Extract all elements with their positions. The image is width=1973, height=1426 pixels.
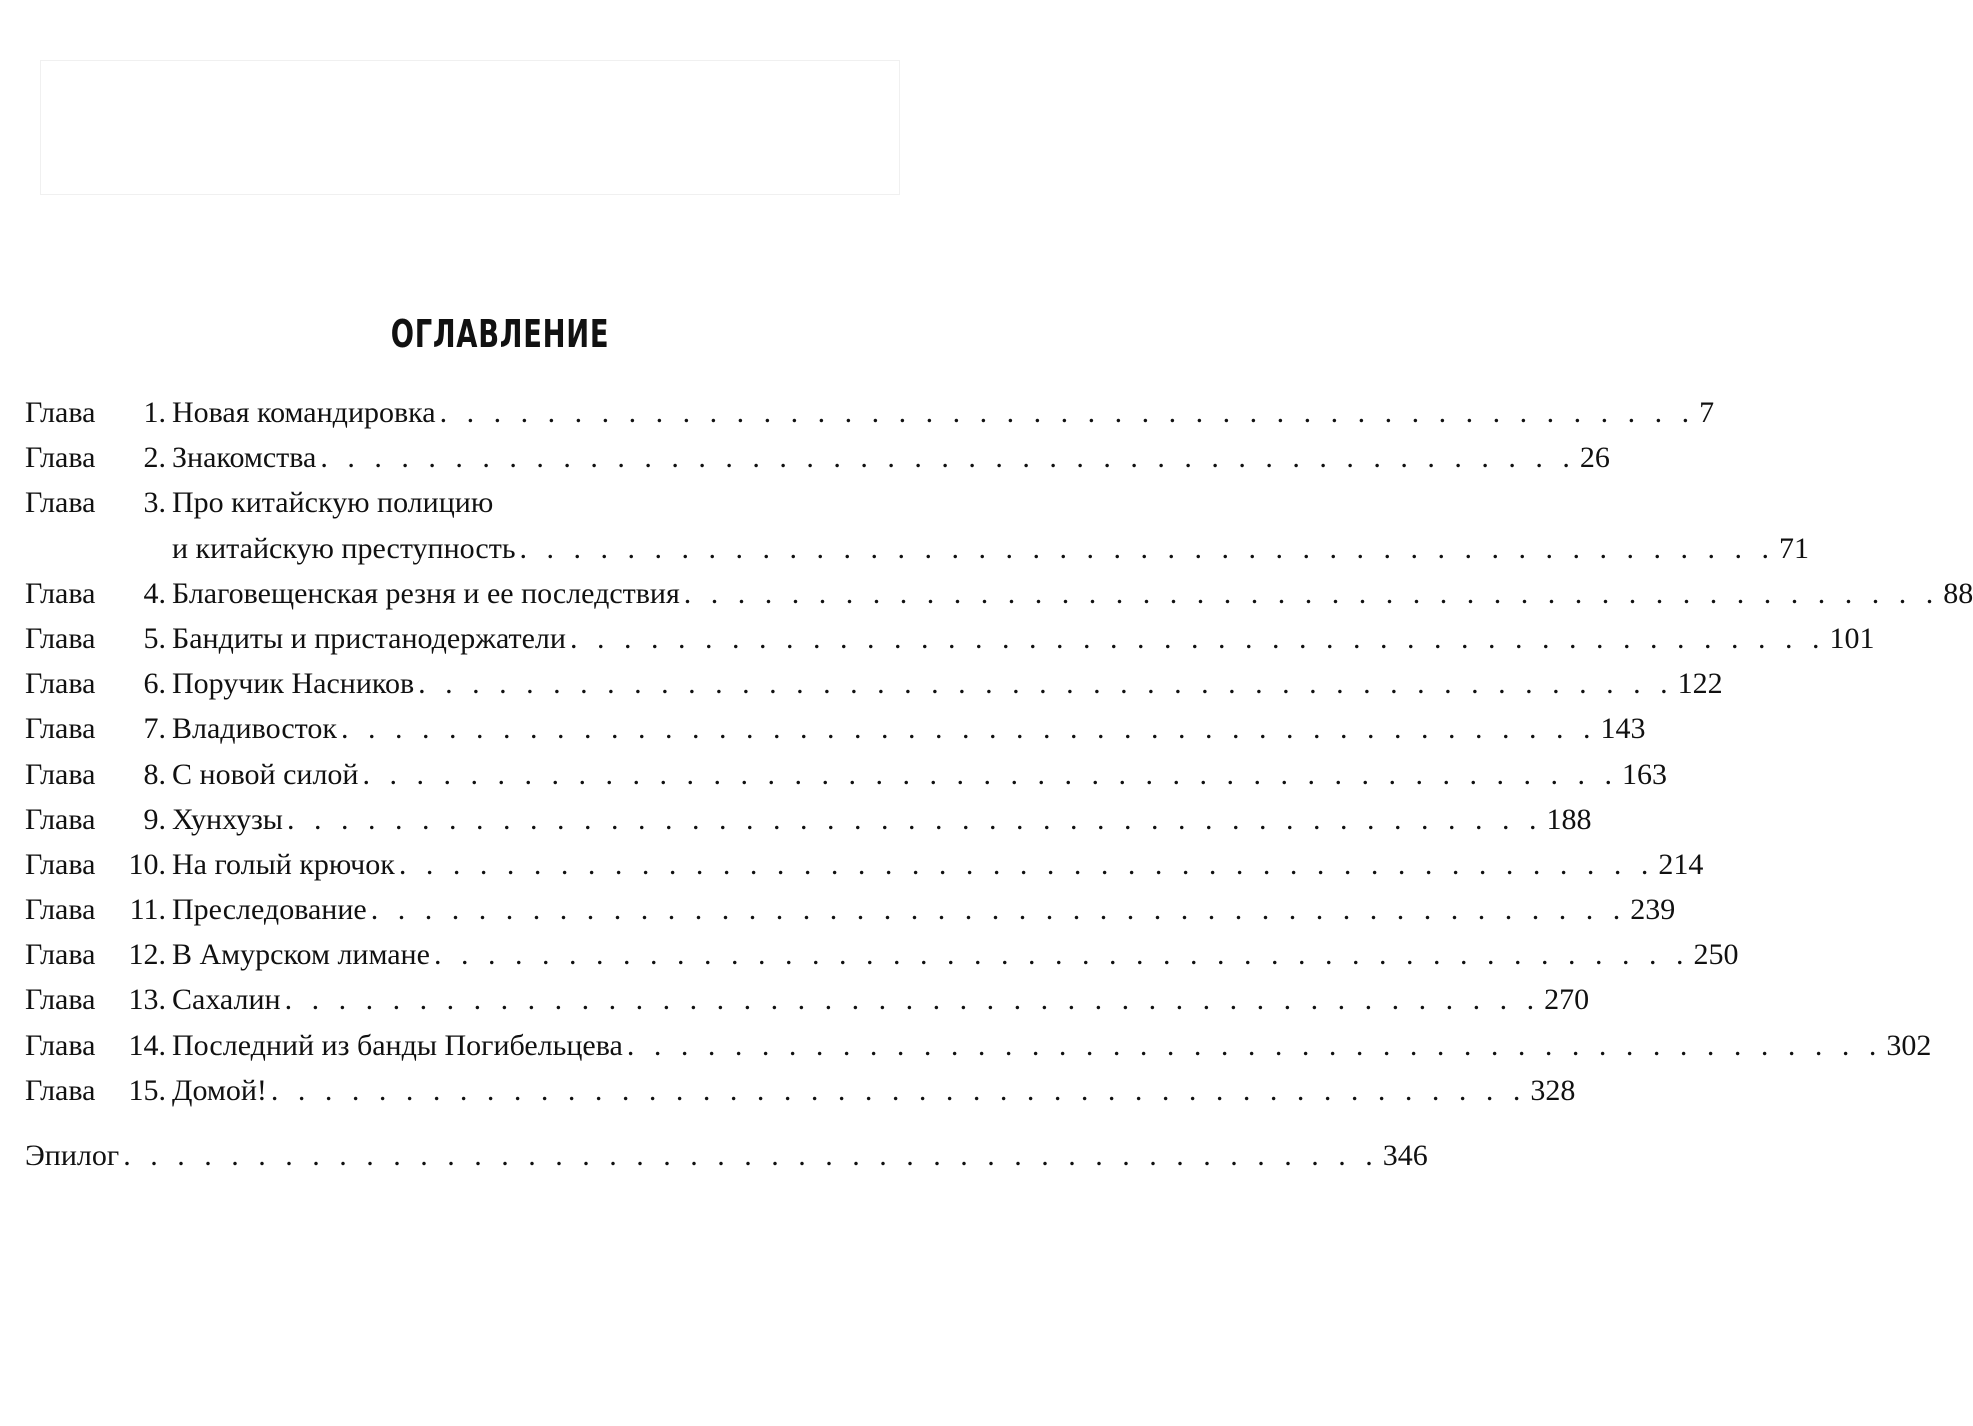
chapter-label: Глава bbox=[25, 486, 96, 520]
chapter-title: В Амурском лимане bbox=[172, 938, 430, 972]
dot-leader: . . . . . . . . . . . . . . . . . . . . . . . . . . . . . . . . . . . . . . . . . . . . . . . bbox=[270, 1073, 1527, 1107]
chapter-number: 1. bbox=[143, 396, 166, 429]
chapter-label: Глава bbox=[25, 1073, 96, 1107]
toc-row-chapter-4[interactable] bbox=[25, 576, 1973, 622]
chapter-title: Про китайскую полицию bbox=[172, 486, 494, 520]
page-number: 88 bbox=[1943, 576, 1973, 610]
toc-row-chapter-7[interactable] bbox=[25, 712, 1646, 757]
dot-leader: . . . . . . . . . . . . . . . . . . . . . . . . . . . . . . . . . . . . . . . . . . . . . . . bbox=[433, 938, 1690, 972]
page-number: 239 bbox=[1630, 893, 1676, 927]
page-number: 26 bbox=[1579, 441, 1610, 475]
chapter-title-continuation: и китайскую преступность bbox=[172, 531, 516, 565]
dot-leader: . . . . . . . . . . . . . . . . . . . . . . . . . . . . . . . . . . . . . . . . . . . . . . . bbox=[398, 847, 1655, 881]
toc-row-chapter-8[interactable] bbox=[25, 757, 1667, 803]
chapter-title: Домой! bbox=[172, 1073, 267, 1107]
toc-row-chapter-11[interactable] bbox=[25, 893, 1676, 938]
chapter-title: Поручик Насников bbox=[172, 667, 415, 701]
toc-row-chapter-12[interactable] bbox=[25, 938, 1739, 983]
page-number: 143 bbox=[1600, 712, 1646, 746]
chapter-number: 12. bbox=[128, 938, 166, 972]
chapter-number: 2. bbox=[143, 441, 166, 475]
toc-row-chapter-5[interactable] bbox=[25, 621, 1875, 667]
page-number: 214 bbox=[1658, 847, 1704, 881]
page-number: 250 bbox=[1693, 938, 1739, 972]
chapter-number: 11. bbox=[129, 893, 166, 927]
page-number: 163 bbox=[1621, 757, 1667, 791]
page-number: 71 bbox=[1779, 531, 1810, 565]
chapter-number: 6. bbox=[143, 667, 166, 701]
dot-leader: . . . . . . . . . . . . . . . . . . . . . . . . . . . . . . . . . . . . . . . . . . . . . . . bbox=[284, 983, 1541, 1017]
toc-row-chapter-14[interactable] bbox=[25, 1028, 1932, 1074]
dot-leader: . . . . . . . . . . . . . . . . . . . . . . . . . . . . . . . . . . . . . . . . . . . . . . . bbox=[370, 893, 1627, 927]
toc-row-chapter-1[interactable] bbox=[25, 396, 1715, 441]
dot-leader: . . . . . . . . . . . . . . . . . . . . . . . . . . . . . . . . . . . . . . . . . . . . . . . bbox=[362, 757, 1618, 791]
chapter-title: Сахалин bbox=[172, 983, 281, 1017]
chapter-number: 8. bbox=[143, 757, 166, 791]
page-number: 122 bbox=[1677, 667, 1723, 701]
chapter-title: Новая командировка bbox=[172, 396, 436, 429]
chapter-label: Глава bbox=[25, 621, 96, 655]
chapter-title: Знакомства bbox=[172, 441, 317, 475]
epilogue-title: Эпилог bbox=[25, 1139, 120, 1172]
chapter-label: Глава bbox=[25, 983, 96, 1017]
chapter-label: Глава bbox=[25, 802, 96, 836]
page-number: 101 bbox=[1829, 621, 1875, 655]
chapter-number: 3. bbox=[143, 486, 166, 520]
toc-row-chapter-2[interactable] bbox=[25, 441, 1610, 486]
chapter-number: 5. bbox=[143, 621, 166, 655]
chapter-label: Глава bbox=[25, 847, 96, 881]
toc-row-epilogue[interactable] bbox=[25, 1139, 1428, 1184]
chapter-title: Владивосток bbox=[172, 712, 337, 746]
chapter-label: Глава bbox=[25, 712, 96, 746]
dot-leader: . . . . . . . . . . . . . . . . . . . . . . . . . . . . . . . . . . . . . . . . . . . . . . . bbox=[340, 712, 1597, 746]
dot-leader: . . . . . . . . . . . . . . . . . . . . . . . . . . . . . . . . . . . . . . . . . . . . . . . bbox=[320, 441, 1576, 475]
toc-row-chapter-6[interactable] bbox=[25, 667, 1723, 712]
toc-heading: ОГЛАВЛЕНИЕ bbox=[390, 312, 610, 356]
toc-row-chapter-3-cont[interactable] bbox=[25, 531, 1810, 577]
chapter-number: 4. bbox=[143, 576, 166, 610]
dot-leader: . . . . . . . . . . . . . . . . . . . . . . . . . . . . . . . . . . . . . . . . . . . . . . . bbox=[418, 667, 1674, 701]
toc-row-chapter-15[interactable] bbox=[25, 1073, 1576, 1119]
bleed-through-frame bbox=[40, 60, 900, 195]
chapter-label: Глава bbox=[25, 667, 96, 701]
chapter-title: Бандиты и пристанодержатели bbox=[172, 621, 566, 655]
toc-row-chapter-3[interactable] bbox=[25, 486, 901, 531]
chapter-label: Глава bbox=[25, 1028, 96, 1062]
dot-leader: . . . . . . . . . . . . . . . . . . . . . . . . . . . . . . . . . . . . . . . . . . . . . . . bbox=[683, 576, 1940, 610]
chapter-title: Хунхузы bbox=[172, 802, 283, 836]
chapter-title: На голый крючок bbox=[172, 847, 395, 881]
table-of-contents bbox=[25, 396, 1973, 1184]
chapter-number: 14. bbox=[128, 1028, 166, 1062]
chapter-number: 15. bbox=[128, 1073, 166, 1107]
dot-leader: . . . . . . . . . . . . . . . . . . . . . . . . . . . . . . . . . . . . . . . . . . . . . . . bbox=[123, 1139, 1379, 1172]
chapter-label: Глава bbox=[25, 757, 96, 791]
chapter-title: Благовещенская резня и ее последствия bbox=[172, 576, 680, 610]
chapter-title: С новой силой bbox=[172, 757, 359, 791]
chapter-label: Глава bbox=[25, 396, 96, 429]
page-number: 346 bbox=[1382, 1139, 1428, 1172]
page-number: 328 bbox=[1530, 1073, 1576, 1107]
chapter-label: Глава bbox=[25, 938, 96, 972]
page-number: 270 bbox=[1544, 983, 1590, 1017]
dot-leader: . . . . . . . . . . . . . . . . . . . . . . . . . . . . . . . . . . . . . . . . . . . . . . . bbox=[569, 621, 1826, 655]
toc-row-chapter-13[interactable] bbox=[25, 983, 1590, 1028]
page-number: 188 bbox=[1546, 802, 1592, 836]
dot-leader: . . . . . . . . . . . . . . . . . . . . . . . . . . . . . . . . . . . . . . . . . . . . . . . bbox=[286, 802, 1543, 836]
chapter-title: Преследование bbox=[172, 893, 367, 927]
page-number: 7 bbox=[1699, 396, 1715, 429]
toc-row-chapter-9[interactable] bbox=[25, 802, 1592, 848]
chapter-title: Последний из банды Погибельцева bbox=[172, 1028, 623, 1062]
chapter-number: 13. bbox=[128, 983, 166, 1017]
chapter-number: 10. bbox=[128, 847, 166, 881]
toc-row-chapter-10[interactable] bbox=[25, 847, 1704, 893]
chapter-number: 7. bbox=[143, 712, 166, 746]
page-number: 302 bbox=[1886, 1028, 1932, 1062]
dot-leader: . . . . . . . . . . . . . . . . . . . . . . . . . . . . . . . . . . . . . . . . . . . . . . . bbox=[439, 396, 1696, 429]
dot-leader: . . . . . . . . . . . . . . . . . . . . . . . . . . . . . . . . . . . . . . . . . . . . . . . bbox=[626, 1028, 1883, 1062]
chapter-label: Глава bbox=[25, 576, 96, 610]
dot-leader: . . . . . . . . . . . . . . . . . . . . . . . . . . . . . . . . . . . . . . . . . . . . . . . bbox=[519, 531, 1776, 565]
chapter-label: Глава bbox=[25, 893, 96, 927]
chapter-label: Глава bbox=[25, 441, 96, 475]
chapter-number: 9. bbox=[143, 802, 166, 836]
